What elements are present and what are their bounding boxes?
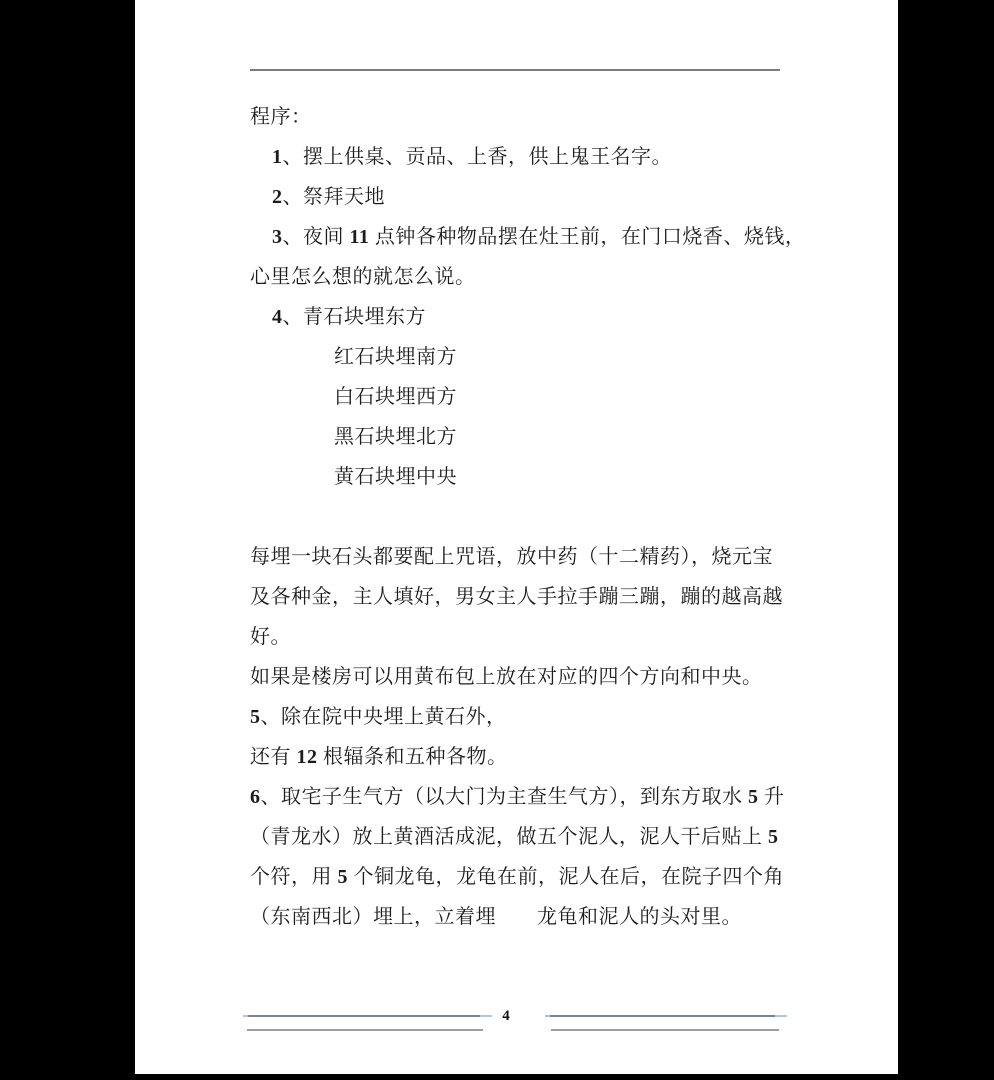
text-line <box>250 297 798 337</box>
text-line <box>250 417 798 457</box>
text-segment: 6 <box>250 786 261 808</box>
text-segment: 点钟各种物品摆在灶王前，在门口烧香、烧钱， <box>369 226 806 248</box>
text-line <box>250 697 798 737</box>
text-segment: 12 <box>296 746 318 768</box>
right-black-border <box>898 0 994 1074</box>
text-segment: 、祭拜天地 <box>282 186 385 208</box>
footer-rule-upper-right <box>545 1015 787 1017</box>
text-line <box>250 177 798 217</box>
page-number: 4 <box>502 1008 510 1024</box>
text-segment: （东南西北）埋上，立着埋 龙龟和泥人的头对里。 <box>250 906 742 928</box>
text-segment: 4 <box>272 306 283 328</box>
text-segment: 、青石块埋东方 <box>282 306 426 328</box>
text-segment: 白石块埋西方 <box>334 386 457 408</box>
text-segment: 还有 <box>250 746 297 768</box>
left-black-border <box>0 0 135 1074</box>
text-line <box>250 457 798 497</box>
text-line <box>250 217 806 257</box>
footer-rule-lower-left <box>247 1029 483 1031</box>
footer-rule-upper-left <box>243 1015 492 1017</box>
text-segment: 个符，用 <box>250 866 338 888</box>
text-segment: 黑石块埋北方 <box>334 426 457 448</box>
text-line <box>250 737 798 777</box>
text-segment: 、取宅子生气方（以大门为主查生气方），到东方取水 <box>260 786 748 808</box>
text-line <box>250 857 798 897</box>
text-segment: 1 <box>272 146 283 168</box>
text-line <box>250 577 798 617</box>
blank-line <box>250 497 798 537</box>
text-segment: 5 <box>250 706 261 728</box>
text-segment: 升 <box>758 786 785 808</box>
text-segment: 红石块埋南方 <box>334 346 457 368</box>
text-line <box>250 137 798 177</box>
text-segment: 根辐条和五种各物。 <box>317 746 508 768</box>
text-segment: 、摆上供桌、贡品、上香，供上鬼王名字。 <box>282 146 672 168</box>
header-rule <box>250 69 780 71</box>
text-segment: 5 <box>337 866 348 888</box>
text-segment: 、除在院中央埋上黄石外， <box>260 706 507 728</box>
text-line <box>250 537 798 577</box>
bottom-black-border <box>0 1074 994 1080</box>
document-page <box>135 0 898 1074</box>
text-segment: 11 <box>349 226 370 248</box>
text-segment: 心里怎么想的就怎么说。 <box>250 266 476 288</box>
text-segment: 及各种金，主人填好，男女主人手拉手蹦三蹦，蹦的越高越 <box>250 586 783 608</box>
text-line <box>250 817 798 857</box>
text-segment: 黄石块埋中央 <box>334 466 457 488</box>
text-line <box>250 777 798 817</box>
text-segment: 2 <box>272 186 283 208</box>
text-segment: 每埋一块石头都要配上咒语，放中药（十二精药），烧元宝 <box>250 546 773 568</box>
text-line <box>250 897 798 937</box>
text-segment: 如果是楼房可以用黄布包上放在对应的四个方向和中央。 <box>250 666 763 688</box>
text-segment: 好。 <box>250 626 291 648</box>
document-content <box>250 97 806 937</box>
text-segment: （青龙水）放上黄酒活成泥，做五个泥人，泥人干后贴上 <box>250 826 768 848</box>
text-line <box>250 257 798 297</box>
text-segment: 5 <box>748 786 759 808</box>
text-segment: 3 <box>272 226 283 248</box>
text-segment: 、夜间 <box>282 226 350 248</box>
text-line <box>250 97 798 137</box>
text-line <box>250 337 798 377</box>
text-line <box>250 657 798 697</box>
text-line <box>250 617 798 657</box>
text-segment: 程序： <box>250 106 312 128</box>
text-segment: 个铜龙龟，龙龟在前，泥人在后，在院子四个角 <box>348 866 784 888</box>
text-segment: 5 <box>768 826 779 848</box>
text-line <box>250 377 798 417</box>
footer-rule-lower-right <box>551 1029 779 1031</box>
